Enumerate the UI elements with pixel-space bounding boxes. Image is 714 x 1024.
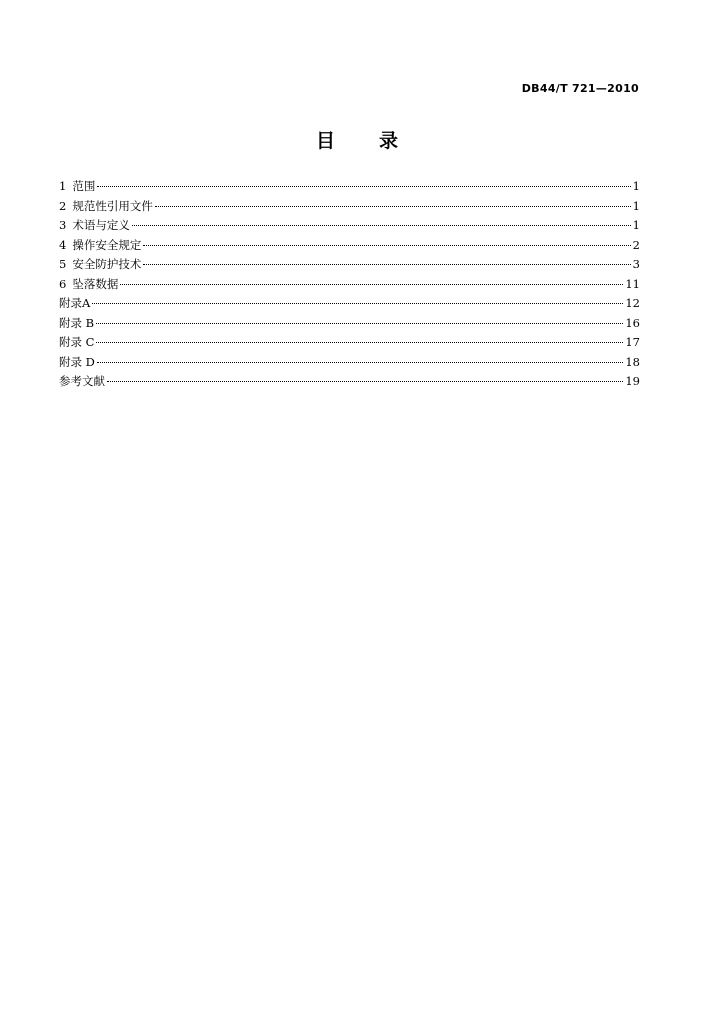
toc-entry-page: 18 [625, 354, 640, 369]
toc-entry[interactable] [59, 197, 640, 217]
toc-entry-label: 附录 D [59, 354, 95, 369]
toc-entry-page: 1 [632, 218, 640, 232]
toc-entry[interactable] [59, 177, 640, 197]
dot-leader [97, 362, 623, 363]
toc-entry-page: 1 [632, 179, 640, 193]
dot-leader [132, 225, 631, 226]
toc-entry-label: 术语与定义 [72, 218, 130, 232]
toc-entry-label: 附录 B [59, 315, 95, 330]
dot-leader [143, 245, 630, 246]
toc-entry-label: 附录 C [59, 335, 95, 349]
toc-entry-page: 11 [625, 276, 640, 291]
title-char-2: 录 [379, 130, 399, 152]
standard-code: DB44/T 721—2010 [521, 82, 639, 95]
toc-entry-page: 3 [632, 257, 640, 271]
toc-entry-appendix[interactable] [59, 294, 640, 314]
toc-entry-page: 19 [625, 374, 640, 388]
toc-entry-appendix[interactable] [59, 353, 640, 373]
toc-entry[interactable] [59, 255, 640, 275]
dot-leader [107, 381, 623, 382]
toc-entry-page: 16 [625, 315, 640, 330]
dot-leader [155, 206, 631, 207]
dot-leader [97, 186, 630, 187]
toc-entry-page: 17 [625, 335, 640, 349]
toc-entry-label: 操作安全规定 [72, 237, 142, 252]
toc-entry[interactable] [59, 236, 640, 256]
toc-entry-label: 安全防护技术 [72, 257, 142, 271]
toc-entry-references[interactable] [59, 372, 640, 392]
toc-entry-label: 坠落数据 [72, 276, 119, 291]
toc-entry-page: 12 [625, 296, 640, 310]
toc-entry-label: 规范性引用文件 [72, 198, 153, 213]
toc-entry-page: 1 [632, 198, 640, 213]
toc-entry-number: 2 [59, 198, 67, 213]
toc-entry-label: 参考文献 [59, 374, 105, 388]
toc-entry-appendix[interactable] [59, 333, 640, 353]
dot-leader [96, 323, 623, 324]
toc-entry-label: 范围 [72, 179, 96, 193]
title-char-1: 目 [315, 130, 335, 152]
page-title [0, 126, 714, 153]
dot-leader [143, 264, 630, 265]
table-of-contents [59, 177, 640, 392]
toc-entry-appendix[interactable] [59, 314, 640, 334]
toc-entry-label: 附录A [59, 296, 91, 310]
toc-entry-number: 4 [59, 237, 67, 252]
toc-entry-number: 6 [59, 276, 67, 291]
toc-entry-number: 3 [59, 218, 67, 232]
toc-entry-number: 5 [59, 257, 67, 271]
dot-leader [92, 303, 623, 304]
toc-entry[interactable] [59, 275, 640, 295]
dot-leader [120, 284, 623, 285]
toc-entry-number: 1 [59, 179, 67, 193]
toc-entry-page: 2 [632, 237, 640, 252]
dot-leader [96, 342, 623, 343]
toc-entry[interactable] [59, 216, 640, 236]
